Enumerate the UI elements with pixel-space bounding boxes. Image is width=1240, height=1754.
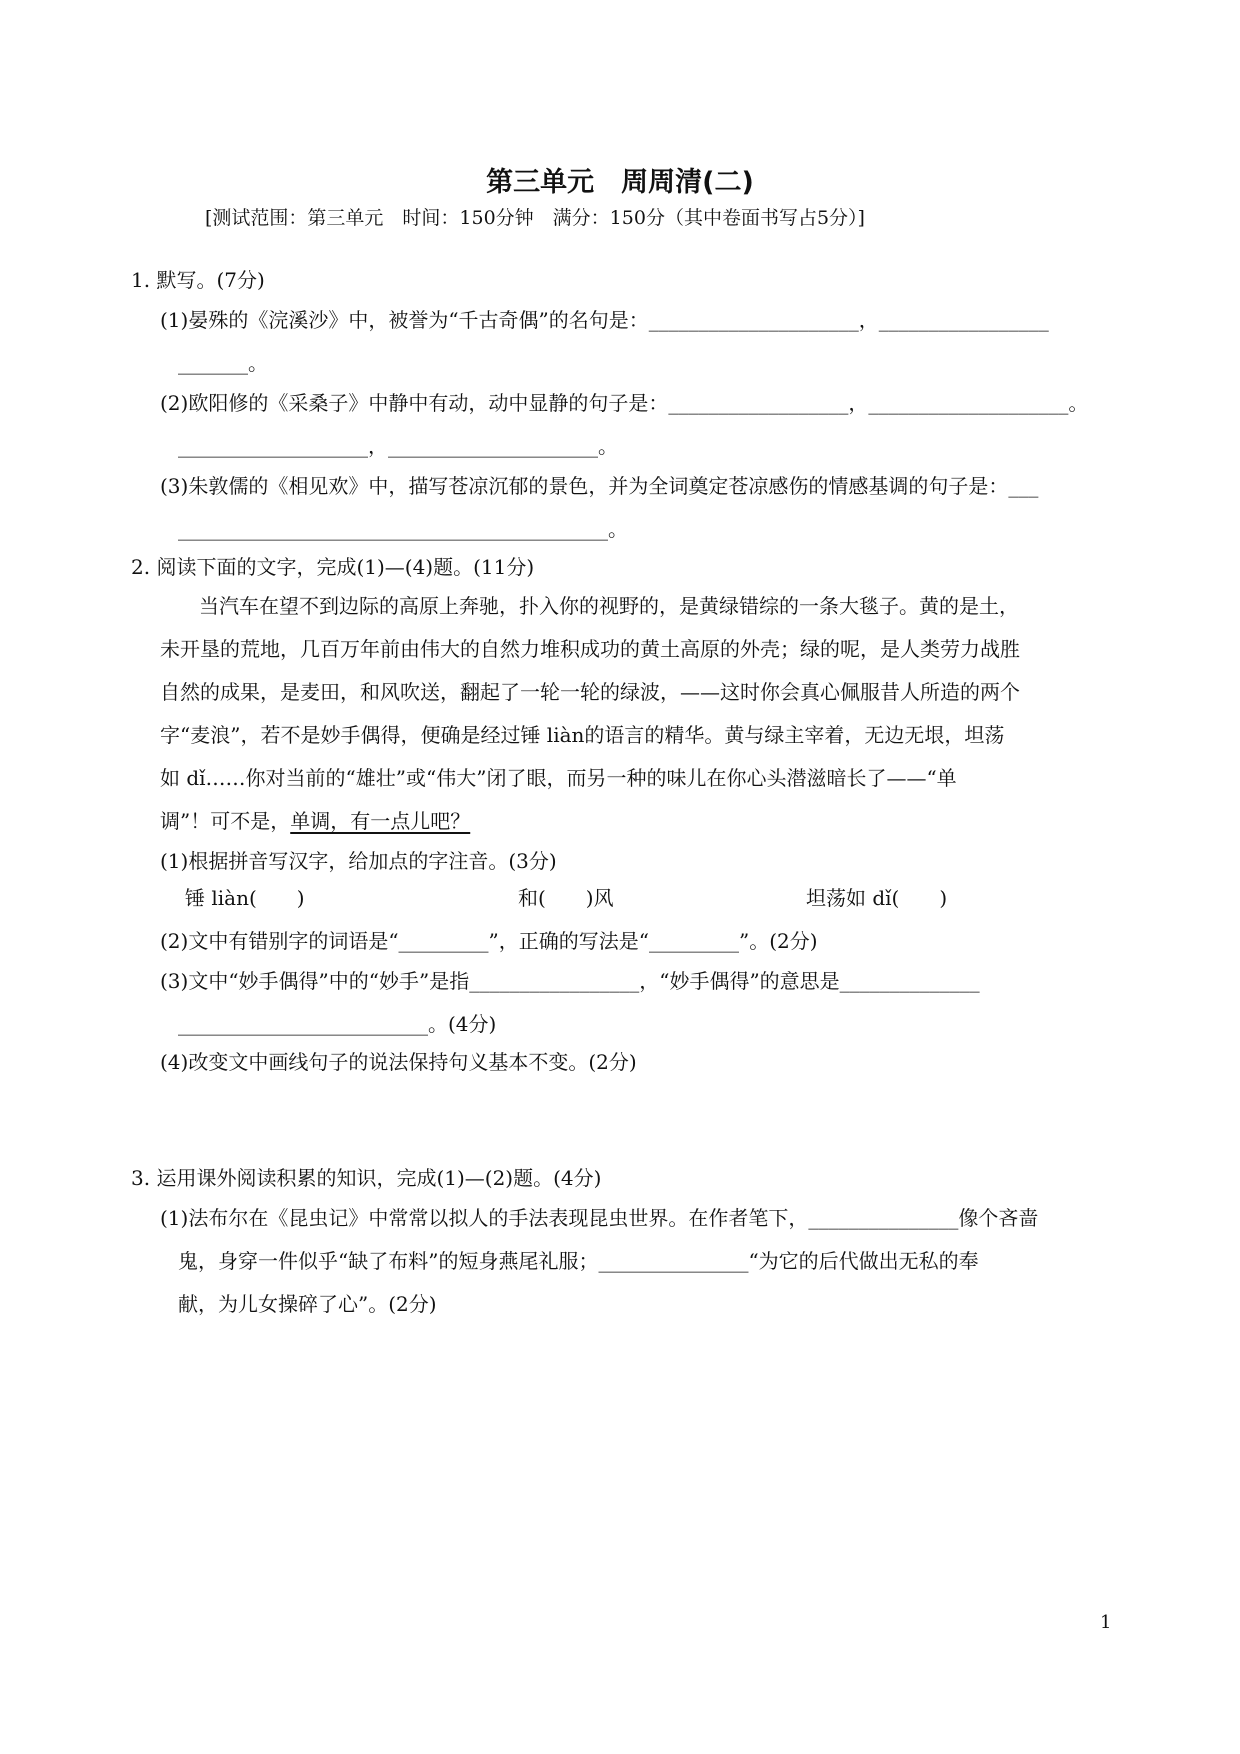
- q2-sub3-cont: _________________________。(4分): [178, 1012, 497, 1036]
- q2-sub4: (4)改变文中画线句子的说法保持句义基本不变。(2分): [160, 1050, 637, 1074]
- pinyin-item: 锤 liàn( ): [185, 886, 305, 910]
- underlined-sentence: 单调，有一点儿吧？: [290, 809, 471, 833]
- page-title: 第三单元 周周清(二): [486, 167, 754, 198]
- q1-line: (3)朱敦儒的《相见欢》中，描写苍凉沉郁的景色，并为全词奠定苍凉感伤的情感基调的句子是：___: [160, 474, 1039, 498]
- q1-line: ___________________，_____________________。: [178, 434, 618, 458]
- passage-line: 如 dǐ……你对当前的“雄壮”或“伟大”闭了眼，而另一种的味儿在你心头潜滋暗长了——“单: [160, 766, 957, 790]
- q2-sub2: (2)文中有错别字的词语是“_________”，正确的写法是“_________”。(2分): [160, 929, 818, 953]
- q1-line: (2)欧阳修的《采桑子》中静中有动，动中显静的句子是：__________________，____________________。: [160, 391, 1089, 415]
- page-number: 1: [1100, 1612, 1112, 1633]
- passage-line: 当汽车在望不到边际的高原上奔驰，扑入你的视野的，是黄绿错综的一条大毯子。黄的是土，: [199, 594, 1019, 618]
- passage-line: [160, 806, 470, 836]
- q1-line: (1)晏殊的《浣溪沙》中，被誉为“千古奇偶”的名句是：_____________________，_________________: [160, 308, 1049, 332]
- q1-line: ___________________________________________。: [178, 517, 628, 541]
- pinyin-item: 坦荡如 dǐ( ): [806, 886, 948, 910]
- q3-line: 鬼，身穿一件似乎“缺了布料”的短身燕尾礼服；_______________“为它的后代做出无私的奉: [178, 1249, 979, 1273]
- passage-line: 未开垦的荒地，几百万年前由伟大的自然力堆积成功的黄土高原的外壳；绿的呢，是人类劳力战胜: [160, 637, 1020, 661]
- passage-line: 自然的成果，是麦田，和风吹送，翻起了一轮一轮的绿波，——这时你会真心佩服昔人所造的两个: [160, 680, 1020, 704]
- q2-sub3: (3)文中“妙手偶得”中的“妙手”是指_________________，“妙手偶得”的意思是______________: [160, 969, 980, 993]
- pinyin-item: 和( )风: [518, 886, 614, 910]
- q1-heading: 1. 默写。(7分): [131, 268, 265, 292]
- passage-line: 字“麦浪”，若不是妙手偶得，便确是经过锤 liàn的语言的精华。黄与绿主宰着，无边无垠，坦荡: [160, 723, 1005, 747]
- q3-line: 献，为儿女操碎了心”。(2分): [178, 1292, 437, 1316]
- test-info: [测试范围：第三单元 时间：150分钟 满分：150分（其中卷面书写占5分）]: [205, 207, 865, 229]
- q2-sub1: (1)根据拼音写汉字，给加点的字注音。(3分): [160, 849, 557, 873]
- q3-line: (1)法布尔在《昆虫记》中常常以拟人的手法表现昆虫世界。在作者笔下，_______________像个吝啬: [160, 1206, 1039, 1230]
- passage-text: 调”！可不是，: [160, 809, 291, 833]
- q3-heading: 3. 运用课外阅读积累的知识，完成(1)—(2)题。(4分): [131, 1166, 602, 1190]
- q2-heading: 2. 阅读下面的文字，完成(1)—(4)题。(11分): [131, 555, 535, 579]
- q1-line: _______。: [178, 351, 268, 375]
